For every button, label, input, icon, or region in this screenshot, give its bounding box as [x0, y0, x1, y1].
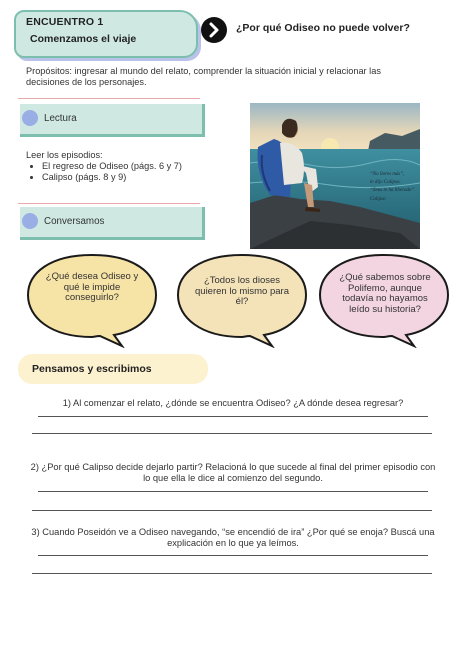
writing-question-1: 1) Al comenzar el relato, ¿dónde se encuentra Odiseo? ¿A dónde desea regresar? [62, 398, 404, 408]
answer-line[interactable] [32, 573, 432, 574]
guiding-question: ¿Por qué Odiseo no puede volver? [236, 22, 410, 34]
writing-question-3: 3) Cuando Poseidón ve a Odiseo navegando, “se encendió de ira” ¿Por qué se enoja? Buscá una explicación en lo que ya leímos. [31, 527, 435, 548]
speech-bubble-3 [314, 251, 454, 348]
odysseus-illustration [250, 103, 420, 249]
tab-divider-line [18, 203, 200, 204]
answer-line[interactable] [38, 555, 428, 556]
speech-bubble-1 [22, 251, 162, 348]
answer-line[interactable] [38, 491, 428, 492]
bullet-dot-icon [22, 213, 38, 229]
writing-question-2: 2) ¿Por qué Calipso decide dejarlo partir? Relacioná lo que sucede al final del primer episodio con lo que ella le dice al comienzo del segundo. [30, 462, 436, 483]
episodes-list [26, 161, 182, 183]
bubble-question: ¿Qué sabemos sobre Polifemo, aunque todavía no hayamos leído su historia? [339, 272, 431, 315]
episodes-intro: Leer los episodios: [26, 150, 103, 160]
episodes-list-block [26, 150, 182, 183]
bubble-question: ¿Qué desea Odiseo y qué le impide conseguirlo? [45, 271, 139, 303]
writing-section-title: Pensamos y escribimos [32, 363, 152, 375]
illustration-quote-line: le dijo Calipso. [370, 180, 401, 185]
encounter-subtitle: Comenzamos el viaje [30, 33, 137, 45]
answer-line[interactable] [32, 510, 432, 511]
answer-line[interactable] [32, 433, 432, 434]
illustration-quote-line: “No llores más”, [370, 172, 405, 177]
list-item: • El regreso de Odiseo (págs. 6 y 7) [42, 161, 182, 172]
conversamos-label: Conversamos [44, 216, 105, 227]
bubble-question: ¿Todos los dioses quieren lo mismo para él? [195, 275, 289, 307]
list-item: • Calipso (págs. 8 y 9) [42, 172, 182, 183]
arrow-right-icon [201, 17, 227, 43]
encounter-title: ENCUENTRO 1 [26, 16, 104, 28]
purpose-text: Propósitos: ingresar al mundo del relato, comprender la situación inicial y relacionar las decisiones de los personajes. [26, 66, 381, 87]
bullet-dot-icon [22, 110, 38, 126]
illustration-quote-line: “Zeus te ha liberado”. [370, 188, 416, 193]
tab-divider-line [18, 98, 200, 99]
lectura-label: Lectura [44, 113, 77, 124]
answer-line[interactable] [38, 416, 428, 417]
illustration-quote-line: Calipso [370, 197, 386, 202]
speech-bubble-2 [172, 251, 312, 348]
